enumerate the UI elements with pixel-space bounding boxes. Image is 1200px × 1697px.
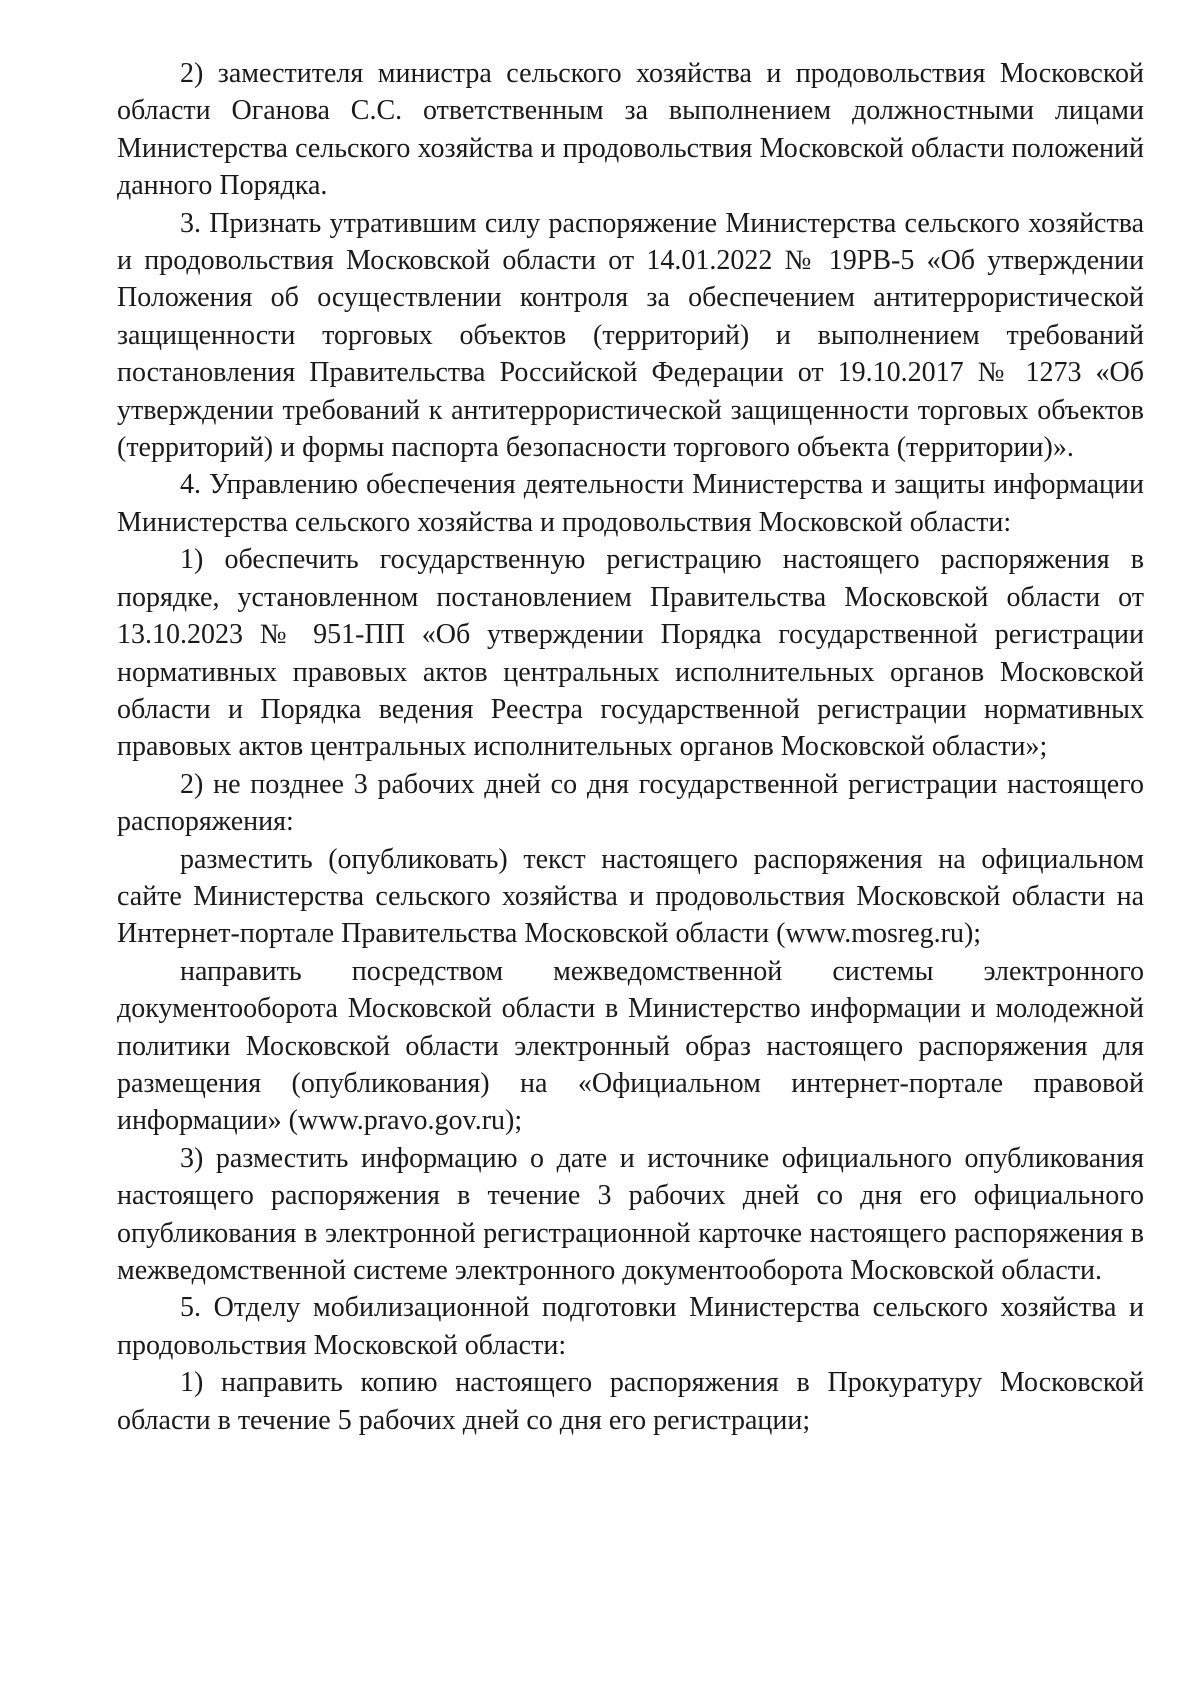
paragraph-item-4-2: 2) не позднее 3 рабочих дней со дня государственной регистрации настоящего распоряжения:	[117, 768, 1144, 838]
paragraph-item-5-1: 1) направить копию настоящего распоряжения в Прокуратуру Московской области в течение 5 рабочих дней со дня его регистрации;	[117, 1367, 1144, 1436]
paragraph-item-4-2-send: направить посредством межведомственной системы электронного документооборота Московской области в Министерство информации и молодежной политики Московской области электронный образ настоящего распоряжения для размещения (опубликования) на «Официальном интернет-портале правовой информации» (www.pravo.gov.ru);	[117, 955, 1144, 1137]
paragraph-item-5: 5. Отделу мобилизационной подготовки Министерства сельского хозяйства и продовольствия Московской области:	[117, 1292, 1144, 1361]
paragraph-item-4-2-publish: разместить (опубликовать) текст настоящего распоряжения на официальном сайте Министерства сельского хозяйства и продовольствия Московской области на Интернет-портале Правительства Московской области (www.mosreg.ru);	[117, 843, 1144, 950]
paragraph-item-4: 4. Управлению обеспечения деятельности Министерства и защиты информации Министерства сельского хозяйства и продовольствия Московской области:	[117, 469, 1144, 538]
paragraph-deputy-minister: 2) заместителя министра сельского хозяйства и продовольствия Московской области Оганова С.С. ответственным за выполнением должностными лицами Министерства сельского хозяйства и продовольствия Московской области положений данного Порядка.	[117, 58, 1144, 202]
paragraph-item-3: 3. Признать утратившим силу распоряжение Министерства сельского хозяйства и продовольствия Московской области от 14.01.2022 № 19РВ-5 «Об утверждении Положения об осуществлении контроля за обеспечением антитеррористической защищенности торговых объектов (территорий) и выполнением требований постановления Правительства Российской Федерации от 19.10.2017 № 1273 «Об утверждении требований к антитеррористической защищенности торговых объектов (территорий) и формы паспорта безопасности торгового объекта (территории)».	[117, 207, 1144, 464]
paragraph-item-4-1: 1) обеспечить государственную регистрацию настоящего распоряжения в порядке, установленном постановлением Правительства Московской области от 13.10.2023 № 951-ПП «Об утверждении Порядка государственной регистрации нормативных правовых актов центральных исполнительных органов Московской области и Порядка ведения Реестра государственной регистрации нормативных правовых актов центральных исполнительных органов Московской области»;	[117, 544, 1144, 763]
paragraph-item-4-3: 3) разместить информацию о дате и источнике официального опубликования настоящего распоряжения в течение 3 рабочих дней со дня его официального опубликования в электронной регистрационной карточке настоящего распоряжения в межведомственной системе электронного документооборота Московской области.	[117, 1142, 1144, 1286]
